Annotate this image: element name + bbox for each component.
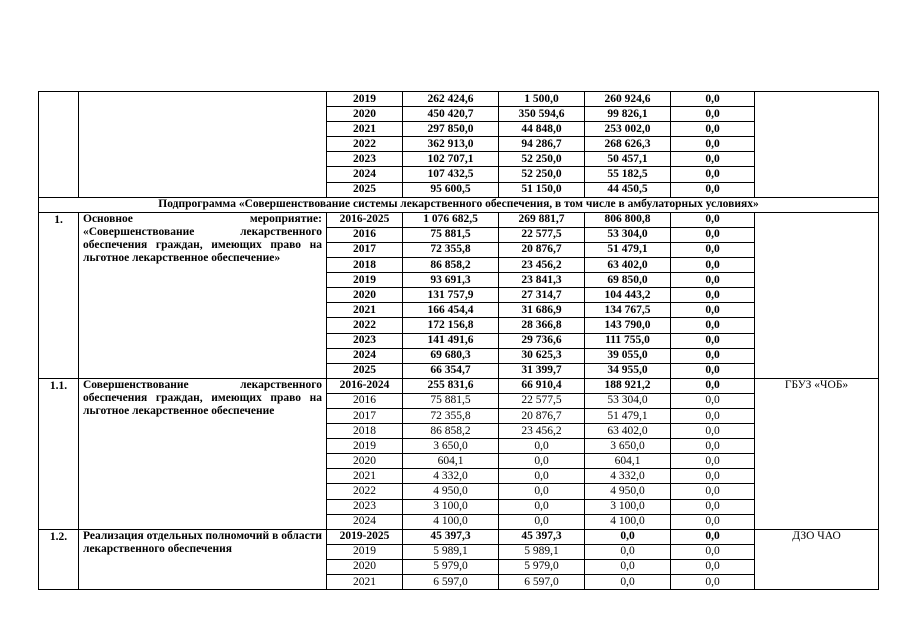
year-cell: 2021 (327, 122, 403, 137)
district-budget-cell: 31 399,7 (499, 363, 585, 378)
year-cell: 2024 (327, 348, 403, 363)
district-budget-cell: 51 150,0 (499, 182, 585, 197)
regional-budget-cell: 268 626,3 (585, 137, 671, 152)
year-cell: 2023 (327, 333, 403, 348)
total-cell: 255 831,6 (403, 378, 499, 393)
regional-budget-cell: 111 755,0 (585, 333, 671, 348)
year-cell: 2018 (327, 424, 403, 439)
year-cell: 2020 (327, 107, 403, 122)
other-sources-cell: 0,0 (671, 499, 755, 514)
other-sources-cell: 0,0 (671, 182, 755, 197)
subprogram-row (39, 197, 879, 212)
regional-budget-cell: 34 955,0 (585, 363, 671, 378)
total-cell: 362 913,0 (403, 137, 499, 152)
other-sources-cell: 0,0 (671, 152, 755, 167)
total-cell: 45 397,3 (403, 529, 499, 544)
regional-budget-cell: 55 182,5 (585, 167, 671, 182)
year-cell: 2024 (327, 514, 403, 529)
executor-cell (755, 212, 879, 378)
regional-budget-cell: 0,0 (585, 544, 671, 559)
year-cell: 2016-2025 (327, 212, 403, 227)
district-budget-cell: 52 250,0 (499, 152, 585, 167)
other-sources-cell: 0,0 (671, 258, 755, 273)
district-budget-cell: 66 910,4 (499, 378, 585, 393)
regional-budget-cell: 4 332,0 (585, 469, 671, 484)
district-budget-cell: 0,0 (499, 439, 585, 454)
other-sources-cell: 0,0 (671, 273, 755, 288)
other-sources-cell: 0,0 (671, 469, 755, 484)
district-budget-cell: 30 625,3 (499, 348, 585, 363)
district-budget-cell: 0,0 (499, 469, 585, 484)
total-cell: 72 355,8 (403, 408, 499, 423)
regional-budget-cell: 253 002,0 (585, 122, 671, 137)
year-cell: 2024 (327, 167, 403, 182)
other-sources-cell: 0,0 (671, 212, 755, 227)
year-cell: 2023 (327, 499, 403, 514)
total-cell: 4 100,0 (403, 514, 499, 529)
regional-budget-cell: 4 950,0 (585, 484, 671, 499)
year-cell: 2019 (327, 92, 403, 107)
regional-budget-cell: 39 055,0 (585, 348, 671, 363)
other-sources-cell: 0,0 (671, 227, 755, 242)
other-sources-cell: 0,0 (671, 122, 755, 137)
other-sources-cell: 0,0 (671, 242, 755, 257)
regional-budget-cell: 104 443,2 (585, 288, 671, 303)
regional-budget-cell: 51 479,1 (585, 242, 671, 257)
total-cell: 72 355,8 (403, 242, 499, 257)
other-sources-cell: 0,0 (671, 408, 755, 423)
year-cell: 2019 (327, 544, 403, 559)
total-cell: 4 950,0 (403, 484, 499, 499)
year-cell: 2016 (327, 393, 403, 408)
number-cell (39, 92, 79, 198)
subprogram-title: Подпрограмма «Совершенствование системы лекарственного обеспечения, в том числе в амбулаторных условиях» (39, 197, 879, 212)
total-cell: 297 850,0 (403, 122, 499, 137)
district-budget-cell: 22 577,5 (499, 227, 585, 242)
district-budget-cell: 27 314,7 (499, 288, 585, 303)
other-sources-cell: 0,0 (671, 424, 755, 439)
table-row (39, 378, 879, 393)
total-cell: 172 156,8 (403, 318, 499, 333)
district-budget-cell: 1 500,0 (499, 92, 585, 107)
year-cell: 2018 (327, 258, 403, 273)
regional-budget-cell: 3 100,0 (585, 499, 671, 514)
district-budget-cell: 5 979,0 (499, 559, 585, 574)
total-cell: 131 757,9 (403, 288, 499, 303)
district-budget-cell: 20 876,7 (499, 242, 585, 257)
district-budget-cell: 22 577,5 (499, 393, 585, 408)
year-cell: 2022 (327, 484, 403, 499)
item-name: Реализация отдельных полномочий в области лекарственного обеспечения (79, 529, 327, 589)
year-cell: 2025 (327, 182, 403, 197)
regional-budget-cell: 53 304,0 (585, 393, 671, 408)
total-cell: 86 858,2 (403, 424, 499, 439)
district-budget-cell: 29 736,6 (499, 333, 585, 348)
district-budget-cell: 350 594,6 (499, 107, 585, 122)
year-cell: 2017 (327, 408, 403, 423)
year-cell: 2025 (327, 363, 403, 378)
year-cell: 2022 (327, 318, 403, 333)
district-budget-cell: 23 841,3 (499, 273, 585, 288)
year-cell: 2019-2025 (327, 529, 403, 544)
district-budget-cell: 31 686,9 (499, 303, 585, 318)
item-number: 1.2. (39, 529, 79, 589)
executor-cell: ДЗО ЧАО (755, 529, 879, 589)
other-sources-cell: 0,0 (671, 439, 755, 454)
name-cell (79, 92, 327, 198)
other-sources-cell: 0,0 (671, 288, 755, 303)
total-cell: 107 432,5 (403, 167, 499, 182)
other-sources-cell: 0,0 (671, 378, 755, 393)
year-cell: 2021 (327, 575, 403, 590)
total-cell: 66 354,7 (403, 363, 499, 378)
regional-budget-cell: 806 800,8 (585, 212, 671, 227)
total-cell: 5 979,0 (403, 559, 499, 574)
district-budget-cell: 28 366,8 (499, 318, 585, 333)
regional-budget-cell: 604,1 (585, 454, 671, 469)
regional-budget-cell: 0,0 (585, 529, 671, 544)
total-cell: 450 420,7 (403, 107, 499, 122)
district-budget-cell: 44 848,0 (499, 122, 585, 137)
other-sources-cell: 0,0 (671, 107, 755, 122)
other-sources-cell: 0,0 (671, 393, 755, 408)
other-sources-cell: 0,0 (671, 514, 755, 529)
year-cell: 2020 (327, 454, 403, 469)
regional-budget-cell: 51 479,1 (585, 408, 671, 423)
other-sources-cell: 0,0 (671, 454, 755, 469)
district-budget-cell: 0,0 (499, 454, 585, 469)
total-cell: 69 680,3 (403, 348, 499, 363)
other-sources-cell: 0,0 (671, 333, 755, 348)
table-row (39, 212, 879, 227)
year-cell: 2017 (327, 242, 403, 257)
year-cell: 2021 (327, 303, 403, 318)
total-cell: 262 424,6 (403, 92, 499, 107)
total-cell: 166 454,4 (403, 303, 499, 318)
item-name: Основное мероприятие: «Совершенствование лекарственного обеспечения граждан, имеющих право на льготное лекарственное обеспечение» (79, 212, 327, 378)
year-cell: 2021 (327, 469, 403, 484)
district-budget-cell: 45 397,3 (499, 529, 585, 544)
year-cell: 2022 (327, 137, 403, 152)
regional-budget-cell: 69 850,0 (585, 273, 671, 288)
item-name: Совершенствование лекарственного обеспечения граждан, имеющих право на льготное лекарственное обеспечение (79, 378, 327, 529)
total-cell: 5 989,1 (403, 544, 499, 559)
other-sources-cell: 0,0 (671, 529, 755, 544)
total-cell: 3 100,0 (403, 499, 499, 514)
regional-budget-cell: 53 304,0 (585, 227, 671, 242)
year-cell: 2020 (327, 288, 403, 303)
executor-cell: ГБУЗ «ЧОБ» (755, 378, 879, 529)
district-budget-cell: 6 597,0 (499, 575, 585, 590)
district-budget-cell: 0,0 (499, 499, 585, 514)
year-cell: 2016 (327, 227, 403, 242)
district-budget-cell: 94 286,7 (499, 137, 585, 152)
year-cell: 2019 (327, 273, 403, 288)
regional-budget-cell: 99 826,1 (585, 107, 671, 122)
other-sources-cell: 0,0 (671, 544, 755, 559)
item-number: 1.1. (39, 378, 79, 529)
other-sources-cell: 0,0 (671, 318, 755, 333)
other-sources-cell: 0,0 (671, 167, 755, 182)
regional-budget-cell: 63 402,0 (585, 424, 671, 439)
total-cell: 604,1 (403, 454, 499, 469)
regional-budget-cell: 143 790,0 (585, 318, 671, 333)
regional-budget-cell: 44 450,5 (585, 182, 671, 197)
regional-budget-cell: 134 767,5 (585, 303, 671, 318)
other-sources-cell: 0,0 (671, 484, 755, 499)
regional-budget-cell: 3 650,0 (585, 439, 671, 454)
total-cell: 93 691,3 (403, 273, 499, 288)
table-row (39, 92, 879, 107)
executor-cell (755, 92, 879, 198)
district-budget-cell: 20 876,7 (499, 408, 585, 423)
total-cell: 3 650,0 (403, 439, 499, 454)
item-number: 1. (39, 212, 79, 378)
other-sources-cell: 0,0 (671, 348, 755, 363)
budget-table (38, 91, 879, 590)
total-cell: 102 707,1 (403, 152, 499, 167)
other-sources-cell: 0,0 (671, 303, 755, 318)
total-cell: 75 881,5 (403, 227, 499, 242)
other-sources-cell: 0,0 (671, 363, 755, 378)
year-cell: 2016-2024 (327, 378, 403, 393)
regional-budget-cell: 50 457,1 (585, 152, 671, 167)
total-cell: 4 332,0 (403, 469, 499, 484)
district-budget-cell: 23 456,2 (499, 424, 585, 439)
other-sources-cell: 0,0 (671, 575, 755, 590)
total-cell: 86 858,2 (403, 258, 499, 273)
total-cell: 75 881,5 (403, 393, 499, 408)
total-cell: 95 600,5 (403, 182, 499, 197)
other-sources-cell: 0,0 (671, 92, 755, 107)
district-budget-cell: 52 250,0 (499, 167, 585, 182)
year-cell: 2023 (327, 152, 403, 167)
regional-budget-cell: 0,0 (585, 559, 671, 574)
district-budget-cell: 0,0 (499, 484, 585, 499)
district-budget-cell: 269 881,7 (499, 212, 585, 227)
other-sources-cell: 0,0 (671, 559, 755, 574)
regional-budget-cell: 0,0 (585, 575, 671, 590)
district-budget-cell: 0,0 (499, 514, 585, 529)
regional-budget-cell: 4 100,0 (585, 514, 671, 529)
total-cell: 6 597,0 (403, 575, 499, 590)
table-body (39, 92, 879, 590)
total-cell: 141 491,6 (403, 333, 499, 348)
total-cell: 1 076 682,5 (403, 212, 499, 227)
regional-budget-cell: 63 402,0 (585, 258, 671, 273)
table-row (39, 529, 879, 544)
regional-budget-cell: 188 921,2 (585, 378, 671, 393)
district-budget-cell: 23 456,2 (499, 258, 585, 273)
year-cell: 2019 (327, 439, 403, 454)
year-cell: 2020 (327, 559, 403, 574)
other-sources-cell: 0,0 (671, 137, 755, 152)
district-budget-cell: 5 989,1 (499, 544, 585, 559)
regional-budget-cell: 260 924,6 (585, 92, 671, 107)
